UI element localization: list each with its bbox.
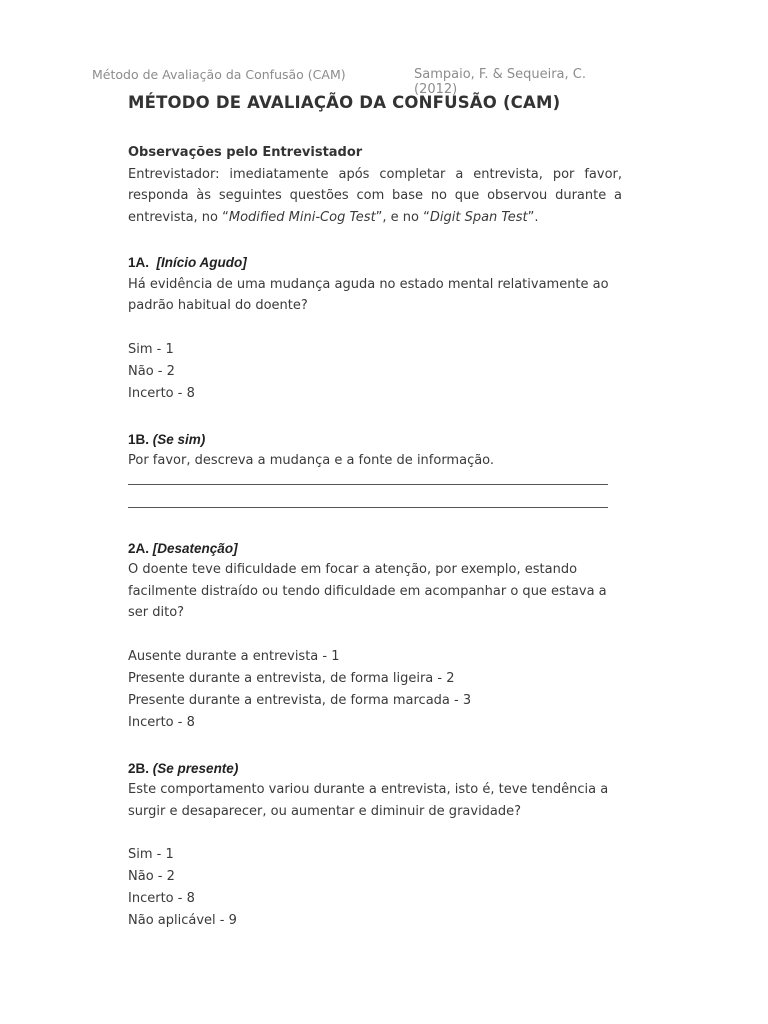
running-head-title: Método de Avaliação da Confusão (CAM) <box>92 67 346 82</box>
observations-heading: Observações pelo Entrevistador <box>128 145 363 160</box>
question-1b <box>128 429 622 508</box>
option-item: Incerto - 8 <box>128 385 195 401</box>
question-2a-options <box>128 646 622 734</box>
question-2b <box>128 758 622 933</box>
running-head-citation: Sampaio, F. & Sequeira, C. (2012) <box>414 67 586 97</box>
question-1b-text: Por favor, descreva a mudança e a fonte de informação. <box>128 453 495 468</box>
question-number: 2A. <box>128 540 150 556</box>
option-item: Presente durante a entrevista, de forma ligeira - 2 <box>128 670 455 686</box>
option-item: Ausente durante a entrevista - 1 <box>128 648 340 664</box>
answer-line[interactable] <box>128 495 608 508</box>
question-number: 1B. <box>128 431 150 447</box>
option-item: Não aplicável - 9 <box>128 913 237 928</box>
page-title: MÉTODO DE AVALIAÇÃO DA CONFUSÃO (CAM) <box>128 93 561 112</box>
question-1a-heading <box>128 252 622 274</box>
option-item: Não - 2 <box>128 363 175 379</box>
option-item: Sim - 1 <box>128 847 174 862</box>
option-item: Sim - 1 <box>128 341 174 357</box>
question-title: [Início Agudo] <box>156 255 247 270</box>
question-2a-heading <box>128 538 622 560</box>
question-1b-heading <box>128 429 622 451</box>
observations-intro <box>128 164 622 229</box>
question-number: 1A. <box>128 255 150 270</box>
intro-test-name-1: Modified Mini-Cog Test <box>228 209 376 225</box>
question-2b-options <box>128 844 622 932</box>
question-title: (Se presente) <box>152 760 239 776</box>
intro-text-1: Entrevistador: imediatamente após completar a entrevista, por favor, responda às seguintes questões com base no que observou durante a entrevista, no “ <box>128 166 622 225</box>
question-2b-text: Este comportamento variou durante a entrevista, isto é, teve tendência a surgir e desaparecer, ou aumentar e diminuir de gravidade? <box>128 782 609 819</box>
question-title: [Desatenção] <box>152 540 238 556</box>
question-1a-text: Há evidência de uma mudança aguda no estado mental relativamente ao padrão habitual do doente? <box>128 276 609 313</box>
question-2a-text: O doente teve dificuldade em focar a atenção, por exemplo, estando facilmente distraído ou tendo dificuldade em acompanhar o que estava a ser dito? <box>128 562 607 620</box>
intro-test-name-2: Digit Span Test <box>429 209 528 225</box>
question-2a <box>128 538 622 734</box>
option-item: Presente durante a entrevista, de forma marcada - 3 <box>128 692 472 708</box>
option-item: Incerto - 8 <box>128 891 195 906</box>
document-body <box>128 92 622 932</box>
intro-text-3: ”. <box>527 209 539 225</box>
question-number: 2B. <box>128 760 150 776</box>
question-title: (Se sim) <box>152 431 206 447</box>
question-1a <box>128 252 622 405</box>
question-1a-options <box>128 339 622 405</box>
option-item: Incerto - 8 <box>128 714 195 730</box>
question-2b-heading <box>128 758 622 780</box>
answer-line[interactable] <box>128 472 608 485</box>
option-item: Não - 2 <box>128 869 175 884</box>
intro-text-2: ”, e no “ <box>375 209 430 225</box>
